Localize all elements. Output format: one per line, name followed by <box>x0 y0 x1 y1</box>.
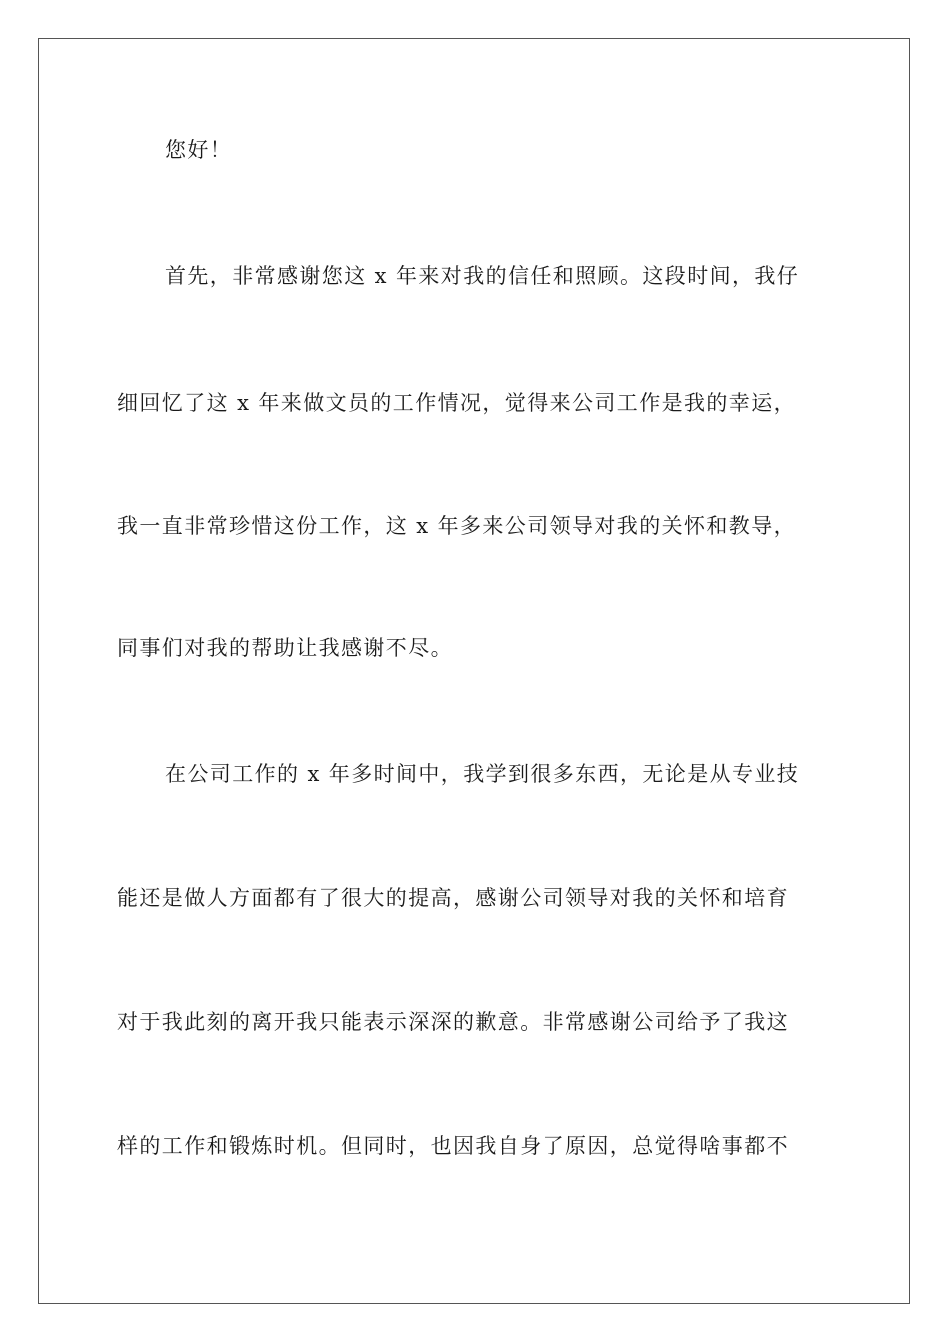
paragraph-2-line-1: 在公司工作的 x 年多时间中，我学到很多东西，无论是从专业技 <box>165 762 800 786</box>
greeting-line: 您好！ <box>165 138 233 162</box>
paragraph-1-line-2: 细回忆了这 x 年来做文员的工作情况，觉得来公司工作是我的幸运， <box>117 391 796 415</box>
paragraph-1-line-3: 我一直非常珍惜这份工作，这 x 年多来公司领导对我的关怀和教导， <box>117 514 796 538</box>
paragraph-1-line-1: 首先，非常感谢您这 x 年来对我的信任和照顾。这段时间，我仔 <box>165 264 800 288</box>
paragraph-1-line-4: 同事们对我的帮助让我感谢不尽。 <box>117 636 453 660</box>
paragraph-2-line-2: 能还是做人方面都有了很大的提高，感谢公司领导对我的关怀和培育 <box>117 886 789 910</box>
page-border <box>38 38 910 1304</box>
paragraph-2-line-4: 样的工作和锻炼时机。但同时，也因我自身了原因，总觉得啥事都不 <box>117 1134 789 1158</box>
paragraph-2-line-3: 对于我此刻的离开我只能表示深深的歉意。非常感谢公司给予了我这 <box>117 1010 789 1034</box>
